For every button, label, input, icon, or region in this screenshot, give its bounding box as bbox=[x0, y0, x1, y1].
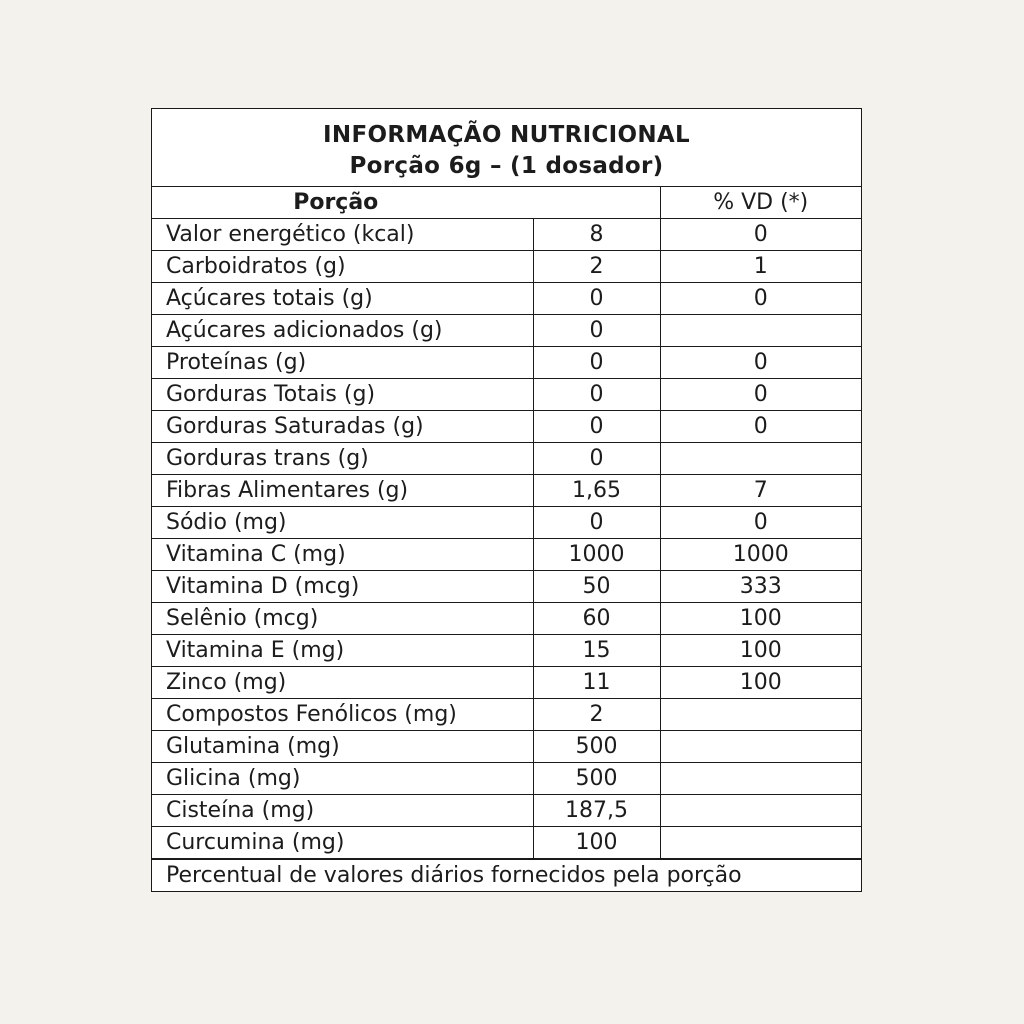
nutrient-name: Açúcares adicionados (g) bbox=[152, 315, 533, 347]
nutrient-daily-value: 1000 bbox=[660, 539, 861, 571]
nutrient-amount: 2 bbox=[533, 699, 660, 731]
label-title-block bbox=[152, 109, 861, 187]
nutrient-name: Proteínas (g) bbox=[152, 347, 533, 379]
nutrient-name: Vitamina E (mg) bbox=[152, 635, 533, 667]
nutrient-name: Valor energético (kcal) bbox=[152, 219, 533, 251]
nutrient-daily-value bbox=[660, 731, 861, 763]
nutrient-daily-value bbox=[660, 763, 861, 795]
label-serving-size: Porção 6g – (1 dosador) bbox=[349, 153, 664, 179]
nutrient-daily-value bbox=[660, 827, 861, 859]
nutrient-daily-value bbox=[660, 443, 861, 475]
nutrient-amount: 500 bbox=[533, 763, 660, 795]
nutrient-amount: 8 bbox=[533, 219, 660, 251]
nutrient-name: Açúcares totais (g) bbox=[152, 283, 533, 315]
nutrient-daily-value bbox=[660, 315, 861, 347]
table-row bbox=[152, 667, 861, 699]
nutrient-daily-value: 0 bbox=[660, 283, 861, 315]
table-row bbox=[152, 315, 861, 347]
nutrient-daily-value: 0 bbox=[660, 507, 861, 539]
nutrient-amount: 0 bbox=[533, 347, 660, 379]
nutrient-daily-value: 0 bbox=[660, 411, 861, 443]
nutrient-name: Vitamina C (mg) bbox=[152, 539, 533, 571]
table-row bbox=[152, 827, 861, 859]
nutrient-daily-value: 1 bbox=[660, 251, 861, 283]
table-row bbox=[152, 731, 861, 763]
nutrient-name: Gorduras Totais (g) bbox=[152, 379, 533, 411]
nutrient-daily-value: 333 bbox=[660, 571, 861, 603]
nutrient-amount: 0 bbox=[533, 315, 660, 347]
nutrient-name: Zinco (mg) bbox=[152, 667, 533, 699]
table-row bbox=[152, 507, 861, 539]
nutrient-daily-value: 0 bbox=[660, 219, 861, 251]
table-row bbox=[152, 795, 861, 827]
header-daily-value: % VD (*) bbox=[660, 187, 861, 219]
table-row bbox=[152, 699, 861, 731]
table-row bbox=[152, 219, 861, 251]
nutrient-amount: 187,5 bbox=[533, 795, 660, 827]
nutrient-amount: 60 bbox=[533, 603, 660, 635]
nutrient-name: Gorduras trans (g) bbox=[152, 443, 533, 475]
table-row bbox=[152, 571, 861, 603]
nutrient-name: Vitamina D (mcg) bbox=[152, 571, 533, 603]
table-row bbox=[152, 475, 861, 507]
nutrient-daily-value bbox=[660, 699, 861, 731]
nutrient-amount: 11 bbox=[533, 667, 660, 699]
table-row bbox=[152, 635, 861, 667]
table-row bbox=[152, 379, 861, 411]
nutrient-amount: 50 bbox=[533, 571, 660, 603]
nutrient-amount: 1000 bbox=[533, 539, 660, 571]
table-row bbox=[152, 411, 861, 443]
nutrient-name: Sódio (mg) bbox=[152, 507, 533, 539]
table-row bbox=[152, 347, 861, 379]
nutrient-daily-value bbox=[660, 795, 861, 827]
nutrient-name: Compostos Fenólicos (mg) bbox=[152, 699, 533, 731]
nutrient-amount: 0 bbox=[533, 283, 660, 315]
nutrient-amount: 0 bbox=[533, 379, 660, 411]
table-row bbox=[152, 539, 861, 571]
nutrient-daily-value: 100 bbox=[660, 667, 861, 699]
nutrient-daily-value: 100 bbox=[660, 603, 861, 635]
nutrient-amount: 2 bbox=[533, 251, 660, 283]
label-title: INFORMAÇÃO NUTRICIONAL bbox=[323, 122, 690, 148]
nutrient-amount: 100 bbox=[533, 827, 660, 859]
table-header-row bbox=[152, 187, 861, 219]
table-row bbox=[152, 251, 861, 283]
nutrient-name: Fibras Alimentares (g) bbox=[152, 475, 533, 507]
nutrient-daily-value: 0 bbox=[660, 379, 861, 411]
nutrient-amount: 0 bbox=[533, 443, 660, 475]
nutrient-amount: 0 bbox=[533, 411, 660, 443]
nutrient-name: Carboidratos (g) bbox=[152, 251, 533, 283]
nutrient-name: Curcumina (mg) bbox=[152, 827, 533, 859]
header-portion: Porção bbox=[152, 187, 660, 219]
nutrient-amount: 500 bbox=[533, 731, 660, 763]
nutrient-name: Glicina (mg) bbox=[152, 763, 533, 795]
table-row bbox=[152, 443, 861, 475]
nutrient-daily-value: 0 bbox=[660, 347, 861, 379]
nutrient-name: Glutamina (mg) bbox=[152, 731, 533, 763]
nutrition-facts-label bbox=[151, 108, 862, 892]
nutrient-amount: 1,65 bbox=[533, 475, 660, 507]
nutrient-name: Selênio (mcg) bbox=[152, 603, 533, 635]
nutrient-amount: 0 bbox=[533, 507, 660, 539]
nutrient-amount: 15 bbox=[533, 635, 660, 667]
nutrition-table bbox=[152, 187, 861, 859]
nutrient-daily-value: 100 bbox=[660, 635, 861, 667]
label-footnote: Percentual de valores diários fornecidos pela porção bbox=[152, 859, 861, 891]
table-row bbox=[152, 283, 861, 315]
table-row bbox=[152, 603, 861, 635]
nutrient-name: Cisteína (mg) bbox=[152, 795, 533, 827]
table-row bbox=[152, 763, 861, 795]
nutrient-daily-value: 7 bbox=[660, 475, 861, 507]
nutrient-name: Gorduras Saturadas (g) bbox=[152, 411, 533, 443]
